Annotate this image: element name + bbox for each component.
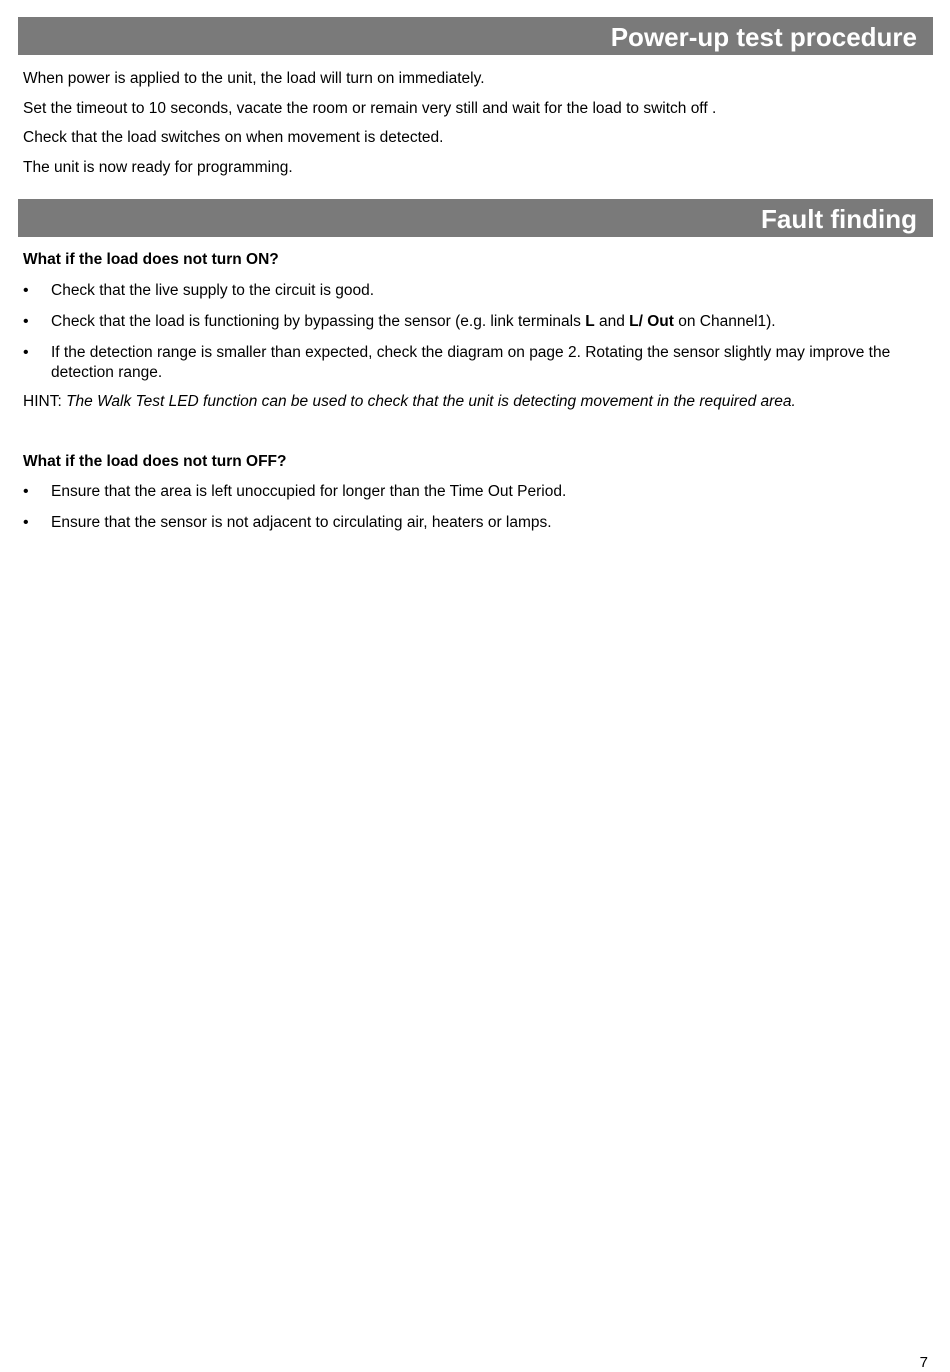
question-heading-on: What if the load does not turn ON?	[23, 251, 279, 268]
paragraph: Set the timeout to 10 seconds, vacate the room or remain very still and wait for the load to switch off .	[23, 100, 717, 117]
list-item-text: If the detection range is smaller than expected, check the diagram on page 2. Rotating the sensor slightly may improve the detection range.	[51, 344, 891, 381]
text-run: and	[594, 313, 630, 330]
question-heading-off: What if the load does not turn OFF?	[23, 453, 287, 470]
list-item-text: Check that the live supply to the circuit is good.	[51, 282, 375, 299]
paragraph: The unit is now ready for programming.	[23, 159, 293, 176]
paragraph: Check that the load switches on when movement is detected.	[23, 129, 444, 146]
text-run: Check that the load is functioning by bypassing the sensor (e.g. link terminals	[51, 313, 586, 330]
page-number: 7	[919, 1354, 928, 1371]
list-item	[23, 281, 893, 301]
bullet-icon: •	[23, 514, 29, 531]
list-item-text	[51, 312, 893, 332]
bullet-icon: •	[23, 344, 29, 361]
section-title: Fault finding	[761, 204, 917, 234]
section-header-fault-finding	[18, 199, 933, 237]
list-item-text: Ensure that the area is left unoccupied for longer than the Time Out Period.	[51, 483, 567, 500]
hint-label: HINT:	[23, 393, 67, 410]
terminal-label: L	[585, 313, 595, 330]
list-item-text: Ensure that the sensor is not adjacent to circulating air, heaters or lamps.	[51, 514, 552, 531]
section-title: Power-up test procedure	[610, 22, 917, 52]
terminal-label: L/ Out	[629, 313, 674, 330]
hint-text: The Walk Test LED function can be used to check that the unit is detecting movement in the required area.	[66, 393, 796, 410]
bullet-icon: •	[23, 483, 29, 500]
hint-note	[23, 392, 796, 412]
list-item	[23, 513, 893, 533]
section-header-power-up	[18, 17, 933, 55]
list-item	[23, 312, 893, 332]
paragraph: When power is applied to the unit, the load will turn on immediately.	[23, 70, 485, 87]
list-item	[23, 482, 893, 502]
bullet-icon: •	[23, 282, 29, 299]
text-run: on Channel1).	[673, 313, 776, 330]
bullet-icon: •	[23, 313, 29, 330]
list-item	[23, 343, 893, 383]
